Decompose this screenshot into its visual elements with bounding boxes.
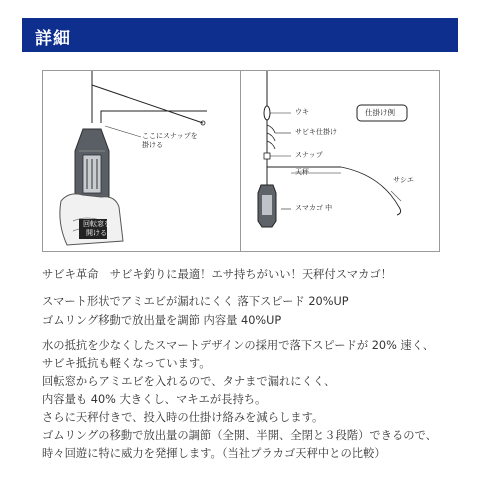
- headline-line: サビキ革命 サビキ釣りに最適！エサ持ちがいい！天秤付スマカゴ！: [42, 268, 392, 281]
- snap-note-line2: 掛ける: [142, 141, 163, 149]
- dial-note-line2: 開ける: [86, 229, 107, 237]
- label-snap: スナップ: [295, 151, 323, 159]
- description-line-4: 内容量も 40% 大きくし、マキエが長持ち。: [42, 393, 267, 406]
- product-photo-figure: [42, 70, 242, 252]
- rig-diagram-figure: [240, 70, 440, 252]
- section-header: [22, 18, 458, 52]
- dial-note-line1: 回転窓を: [83, 220, 111, 228]
- label-basket: スマカゴ 中: [295, 204, 333, 212]
- product-illustration: [43, 71, 241, 251]
- description-line-7: 時々回遊に特に威力を発揮します。（当社プラカゴ天秤中との比較）: [42, 447, 386, 460]
- rig-example-badge: 仕掛け例: [365, 108, 395, 117]
- section-title: 詳細: [35, 29, 71, 49]
- description-line-1: 水の抵抗を少なくしたスマートデザインの採用で落下スピードが 20% 速く、: [42, 339, 435, 352]
- description-line-2: サビキ抵抗も軽くなっています。: [42, 357, 211, 370]
- description-line-5: さらに天秤付きで、投入時の仕掛け絡みを減らします。: [42, 411, 324, 424]
- description-line-3: 回転窓からアミエビを入れるので、タナまで漏れにくく、: [42, 375, 336, 388]
- feature-line-1: スマート形状でアミエビが漏れにくく 落下スピード 20%UP: [42, 295, 349, 308]
- description-line-6: ゴムリングの移動で放出量の調節（全開、半開、全閉と３段階）できるので、: [42, 429, 437, 442]
- label-sabiki: サビキ仕掛け: [295, 128, 337, 136]
- snap-note-line1: ここにスナップを: [142, 132, 198, 140]
- label-bait: サシエ: [393, 176, 414, 184]
- label-tenbin: 天秤: [295, 168, 309, 176]
- label-float: ウキ: [295, 108, 309, 116]
- rig-diagram: [241, 71, 439, 251]
- feature-line-2: ゴムリング移動で放出量を調節 内容量 40%UP: [42, 314, 282, 327]
